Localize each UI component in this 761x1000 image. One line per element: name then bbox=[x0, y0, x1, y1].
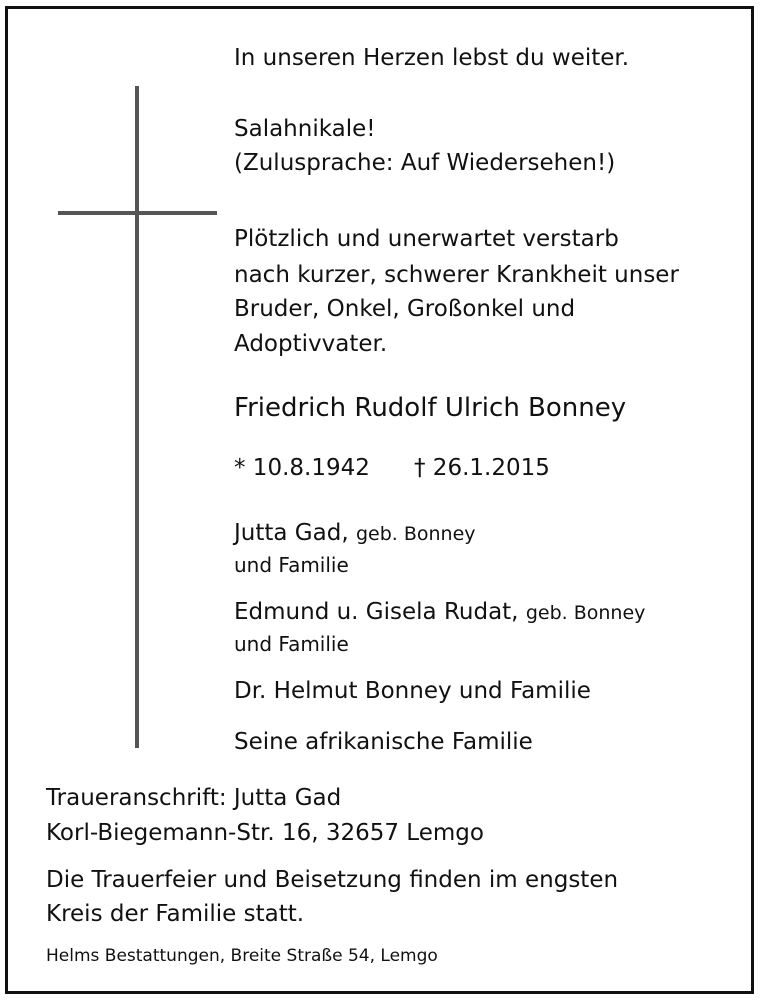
cross-symbol-horizontal bbox=[58, 211, 217, 215]
announcement-line-3: Bruder, Onkel, Großonkel und bbox=[234, 296, 576, 322]
farewell-line-2: (Zulusprache: Auf Wiedersehen!) bbox=[234, 150, 616, 176]
mourner-4: Seine afrikanische Familie bbox=[234, 729, 533, 755]
mourner-1-name bbox=[234, 522, 476, 545]
address-line-2: Korl-Biegemann-Str. 16, 32657 Lemgo bbox=[46, 820, 484, 846]
birth-date: * 10.8.1942 bbox=[234, 455, 370, 481]
death-date: † 26.1.2015 bbox=[414, 455, 550, 481]
announcement-line-1: Plötzlich und unerwartet verstarb bbox=[234, 226, 619, 252]
ceremony-line-2: Kreis der Familie statt. bbox=[46, 901, 305, 927]
mourner-birthname-note: geb. Bonney bbox=[355, 523, 476, 545]
mourner-2-name bbox=[234, 601, 645, 624]
ceremony-line-1: Die Trauerfeier und Beisetzung finden im engsten bbox=[46, 867, 619, 893]
mourner-3: Dr. Helmut Bonney und Familie bbox=[234, 678, 591, 704]
announcement-line-4: Adoptivvater. bbox=[234, 331, 388, 357]
motto: In unseren Herzen lebst du weiter. bbox=[234, 45, 630, 71]
undertaker-info: Helms Bestattungen, Breite Straße 54, Lemgo bbox=[46, 946, 438, 966]
announcement-line-2: nach kurzer, schwerer Krankheit unser bbox=[234, 262, 679, 288]
deceased-name: Friedrich Rudolf Ulrich Bonney bbox=[234, 393, 627, 423]
mourner-birthname-note: geb. Bonney bbox=[525, 602, 646, 624]
address-line-1: Traueranschrift: Jutta Gad bbox=[46, 785, 342, 811]
cross-symbol-vertical bbox=[135, 86, 139, 748]
mourner-name-text: Edmund u. Gisela Rudat, bbox=[234, 599, 519, 625]
farewell-line-1: Salahnikale! bbox=[234, 116, 376, 142]
mourner-2-family: und Familie bbox=[234, 632, 349, 656]
mourner-name-text: Jutta Gad, bbox=[234, 520, 349, 546]
mourner-1-family: und Familie bbox=[234, 553, 349, 577]
